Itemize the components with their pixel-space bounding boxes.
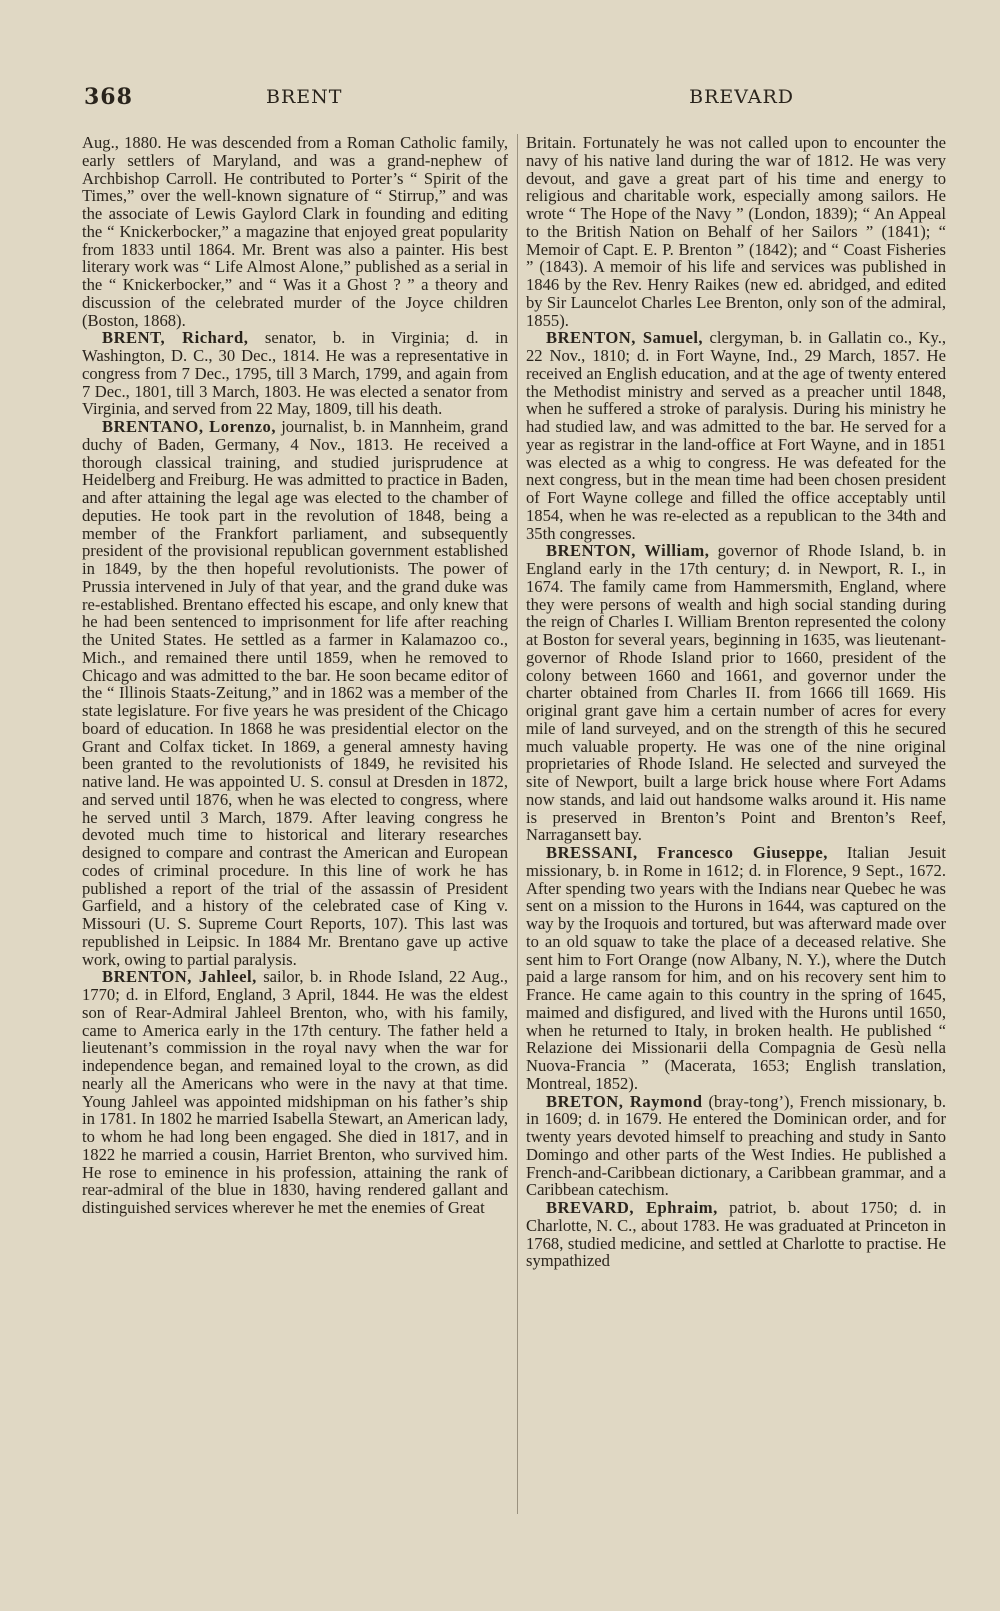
right-running-head: BREVARD [689, 86, 794, 108]
entry-brent-richard [82, 329, 508, 418]
running-header [84, 84, 794, 110]
entry-headword: BRENTANO, Lorenzo, [102, 417, 276, 436]
entry-brevard-ephraim [526, 1199, 946, 1270]
page-number: 368 [84, 84, 133, 110]
entry-brenton-samuel [526, 329, 946, 542]
entry-headword: BRENTON, William, [546, 541, 710, 561]
right-column [526, 134, 946, 1270]
entry-text: governor of Rhode Island, b. in England early in the 17th century; d. in Newport, R. I., in 1674. The family came from Hammersmith, England, where they were persons of wealth and high social standing during the reign of Charles I. William Brenton represented the colony at Boston for several years, beginning in 1635, was lieutenant-governor of Rhode Island prior to 1660, president of the colony between 1660 and 1661, and governor under the charter obtained from Charles II. from 1666 till 1669. His original grant gave him a certain number of acres for every mile of land surveyed, and on the strength of this he secured much valuable property. He was one of the nine original proprietaries of Rhode Island. He selected and surveyed the site of Newport, built a large brick house where Fort Adams now stands, and laid out handsome walks around it. His name is preserved in Brenton’s Point and Brenton’s Reef, Narragansett bay. [526, 541, 946, 845]
entry-text: senator, b. in Virginia; d. in Washington, D. C., 30 Dec., 1814. He was a representative in congress from 7 Dec., 1795, till 3 March, 1799, and again from 7 Dec., 1801, till 3 March, 1803. He was elected a senator from Virginia, and served from 22 May, 1809, till his death. [82, 328, 508, 419]
entry-bressani-francesco [526, 844, 946, 1093]
entry-brenton-william [526, 542, 946, 844]
entry-text: sailor, b. in Rhode Island, 22 Aug., 1770; d. in Elford, England, 3 April, 1844. He was the eldest son of Rear-Admiral Jahleel Brenton, who, with his family, came to America early in the 17th century. The father held a lieutenant’s commission in the royal navy when the war for independence began, and remained loyal to the crown, as did nearly all the Americans who were in the navy at that time. Young Jahleel was appointed midshipman on his father’s ship in 1781. In 1802 he married Isabella Stewart, an American lady, to whom he had long been engaged. She died in 1817, and in 1822 he married a cousin, Harriet Brenton, who survived him. He rose to eminence in his profession, attaining the rank of rear-admiral of the blue in 1830, having rendered gallant and distinguished services wherever he met the enemies of Great [82, 967, 508, 1217]
entry-headword: BREVARD, Ephraim, [546, 1198, 718, 1217]
entry-headword: BRENTON, Samuel, [546, 328, 704, 348]
entry-text: (bray-tong’), French missionary, b. in 1609; d. in 1679. He entered the Dominican order, and for twenty years devoted himself to preaching and study in Santo Domingo and other parts of the West Indies. He published a French-and-Caribbean dictionary, a Caribbean grammar, and a Caribbean catechism. [526, 1091, 947, 1200]
continuation-text: Aug., 1880. He was descended from a Roman Catholic family, early settlers of Maryland, and was a grand-nephew of Archbishop Carroll. He contributed to Porter’s “ Spirit of the Times,” over the well-known signature of “ Stirrup,” and was the associate of Lewis Gaylord Clark in founding and editing the “ Knickerbocker,” a magazine that enjoyed great popularity from 1833 until 1864. Mr. Brent was also a painter. His best literary work was “ Life Almost Alone,” published as a serial in the “ Knickerbocker,” and “ Was it a Ghost ? ” a theory and discussion of the celebrated murder of the Joyce children (Boston, 1868). [82, 133, 508, 330]
entry-headword: BRENTON, Jahleel, [102, 967, 257, 987]
entry-text: journalist, b. in Mannheim, grand duchy of Baden, Germany, 4 Nov., 1813. He received a thorough classical training, and studied jurisprudence at Heidelberg and Freiburg. He was admitted to practice in Baden, and after attaining the legal age was elected to the chamber of deputies. He took part in the revolution of 1848, being a member of the Frankfort parliament, and subsequently president of the provisional republican government established in 1849, by the then hopeful revolutionists. The power of Prussia intervened in July of that year, and the grand duke was re-established. Brentano effected his escape, and only knew that he had been sentenced to imprisonment for life after reaching the United States. He settled as a farmer in Kalamazoo co., Mich., and remained there until 1859, when he removed to Chicago and was admitted to the bar. He soon became editor of the “ Illinois Staats-Zeitung,” and in 1862 was a member of the state legislature. For five years he was president of the Chicago board of education. In 1868 he was presidential elector on the Grant and Colfax ticket. In 1869, a general amnesty having been granted to the revolutionists of 1849, he revisited his native land. He was appointed U. S. consul at Dresden in 1872, and served until 1876, when he was elected to congress, where he served until 3 March, 1879. After leaving congress he devoted much time to historical and literary researches designed to compare and contrast the American and European codes of criminal procedure. In this line of work he has published a report of the trial of the assassin of President Garfield, and a history of the celebrated case of King v. Missouri (U. S. Supreme Court Reports, 107). This last was republished in Leipsic. In 1884 Mr. Brentano gave up active work, owing to partial paralysis. [82, 417, 508, 969]
entry-breton-raymond [526, 1093, 946, 1200]
entry-text: Italian Jesuit missionary, b. in Rome in 1612; d. in Florence, 9 Sept., 1672. After spending two years with the Indians near Quebec he was sent on a mission to the Hurons in 1644, was captured on the way by the Iroquois and tortured, but was afterward made over to an old squaw to take the place of a deceased relative. She sent him to Fort Orange (now Albany, N. Y.), where the Dutch paid a large ransom for him, and on his recovery sent him to France. He came again to this country in the spring of 1645, maimed and disfigured, and lived with the Hurons until 1650, when he returned to Italy, in broken health. He published “ Relazione dei Missionarii della Compagnia de Gesù nella Nuova-Francia ” (Macerata, 1653; English translation, Montreal, 1852). [526, 843, 946, 1093]
continuation-text: Britain. Fortunately he was not called upon to encounter the navy of his native land during the war of 1812. He was very devout, and gave a great part of his time and energy to religious and charitable work, especially among sailors. He wrote “ The Hope of the Navy ” (London, 1839); “ An Appeal to the British Nation on Behalf of her Sailors ” (1841); “ Memoir of Capt. E. P. Brenton ” (1842); and “ Coast Fisheries ” (1843). A memoir of his life and services was published in 1846 by the Rev. Henry Raikes (new ed. abridged, and edited by Sir Launcelot Charles Lee Brenton, only son of the admiral, 1855). [526, 133, 946, 330]
left-running-head: BRENT [266, 86, 343, 108]
entry-brenton-jahleel [82, 968, 508, 1217]
column-divider [517, 134, 518, 1514]
entry-text: clergyman, b. in Gallatin co., Ky., 22 Nov., 1810; d. in Fort Wayne, Ind., 29 March, 1857. He received an English education, and at the age of twenty entered the Methodist ministry and served as a preacher until 1848, when he suffered a stroke of paralysis. During his ministry he had studied law, and was admitted to the bar. He served for a year as registrar in the land-office at Fort Wayne, and in 1851 was elected as a whig to congress. He was defeated for the next congress, but in the mean time had been chosen president of Fort Wayne college and filled the office acceptably until 1854, when he was re-elected as a republican to the 34th and 35th congresses. [526, 328, 946, 543]
entry-headword: BRESSANI, Francesco Giuseppe, [546, 843, 828, 862]
entry-headword: BRETON, Raymond [546, 1091, 703, 1111]
entry-headword: BRENT, Richard, [102, 328, 249, 348]
left-column [82, 134, 508, 1217]
entry-brentano-lorenzo [82, 418, 508, 968]
entry-text: patriot, b. about 1750; d. in Charlotte, N. C., about 1783. He was graduated at Princeton in 1768, studied medicine, and settled at Charlotte to practise. He sympathized [526, 1198, 946, 1271]
